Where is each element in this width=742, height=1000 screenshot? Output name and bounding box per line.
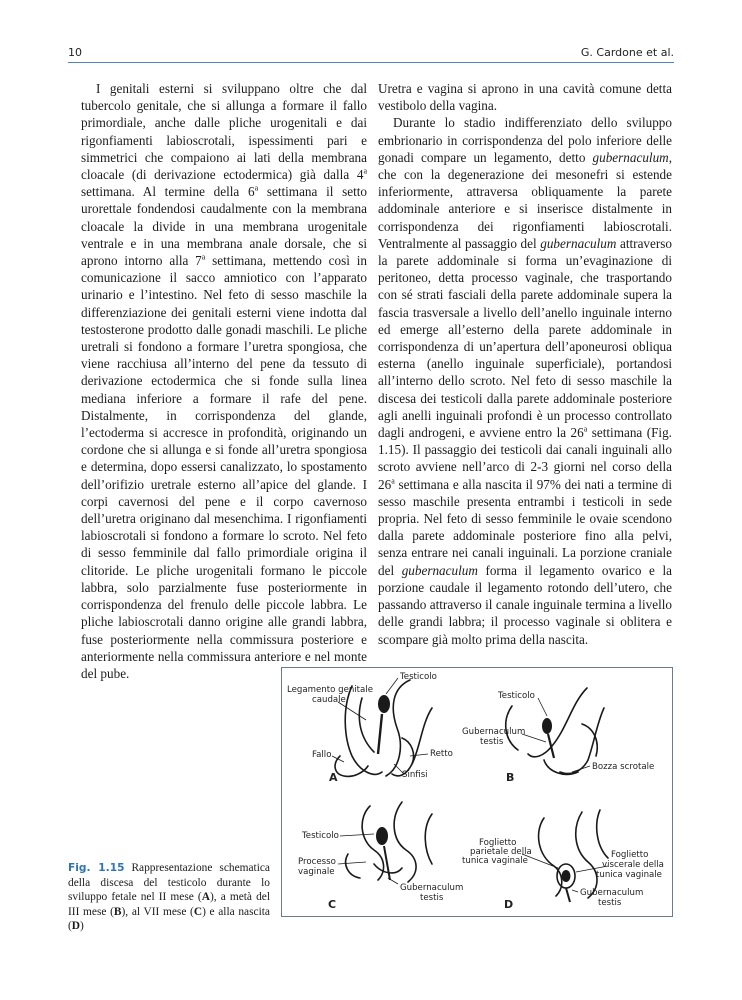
page-number: 10 <box>68 46 82 59</box>
label-testicolo-a: Testicolo <box>400 672 437 682</box>
label-retto: Retto <box>430 749 453 759</box>
left-paragraph: I genitali esterni si sviluppano oltre che dal tubercolo genitale, che si allunga a formare il fallo primordiale, anche dalle pliche urogenitali e dai rigonfiamenti labioscrotali, ispessimenti pari e simmetrici che compaiono ai lati della membrana cloacale (di derivazione ectodermica) già dalla 4$^a$ settimana. Al termine della 6$^a$ settimana il setto urorettale fondendosi caudalmente con la membrana cloacale la divide in una membrana urogenitale ventrale e in una membrana anale dorsale, che si aprono intorno alla 7$^a$ settimana, mettendo così in comunicazione il sacco amniotico con l’apparato urinario e l’intestino. Nel feto di sesso maschile la differenziazione dei genitali esterni viene indotta dal testosterone prodotto dalle gonadi maschili. Le pliche uretrali si fondono a formare l’uretra spongiosa, che viene racchiusa all’interno del pene da tessuto di derivazione ectodermica che si fonde sulla linea mediana inferiore a formare il rafe del pene. Distalmente, in corrispondenza del glande, l’ectoderma si accresce in profondità, originando un cordone che si allunga e si fonde all’uretra spongiosa e determina, dopo essersi canalizzato, lo spostamento dell’orifizio uretrale esterno all’apice del glande. I corpi cavernosi del pene e il corpo cavernoso dell’uretra originano dal mesenchima. I rigonfiamenti labioscrotali si fondono a formare lo scroto. Nel feto di sesso femminile dal fallo primordiale origina il clitoride. Le pliche urogenitali formano le piccole labbra, solo parzialmente fuse posteriormente in corrispondenza del frenulo delle piccole labbra. Le pliche labioscrotali danno origine alle grandi labbra, fuse posteriormente nella commissura posteriore e anteriormente nella commissura anteriore e nel monte del pube. <box>81 81 367 681</box>
label-legamento-genitale: Legamento genitale <box>287 685 373 695</box>
label-fallo: Fallo <box>312 750 332 760</box>
right-paragraph-1: Uretra e vagina si aprono in una cavità comune detta vestibolo della vagina. <box>378 81 672 114</box>
panel-letter-b: B <box>506 771 515 784</box>
figure-label: Fig. 1.15 <box>68 862 125 874</box>
label-vaginale-c: vaginale <box>298 867 335 877</box>
label-testis-b: testis <box>480 737 504 747</box>
label-foglietto-parietale-2: parietale della <box>470 847 532 857</box>
panel-letter-d: D <box>504 898 514 911</box>
label-testis-c: testis <box>420 893 444 903</box>
label-foglietto-parietale-3: tunica vaginale <box>462 856 528 866</box>
right-paragraph-2: Durante lo stadio indifferenziato dello sviluppo embrionario in corrispondenza del polo inferiore delle gonadi compare un legamento, detto gubernaculum, che con la degenerazione dei mesonefri si estende inferiormente, attraversa obliquamente la parete addominale anteriore e si inserisce distalmente in corrispondenza dei rigonfiamenti labioscrotali. Ventralmente al passaggio del gubernaculum attraverso la parete addominale si forma un’evaginazione di peritoneo, detta processo vaginale, che trasportando con sé strati fasciali della parete addominale supera la fascia trasversale a livello dell’anello inguinale interno ed emerge all’esterno della parete addominale in corrispondenza di un’apertura dell’aponeurosi obliqua esterna (anello inguinale superficiale), portandosi all’interno dello scroto. Nel feto di sesso maschile la discesa dei testicoli dalla parete addominale posteriore agli anelli inguinali profondi è un processo controllato dagli androgeni, e avviene entro la 26$^a$ settimana (Fig. 1.15). Il passaggio dei testicoli dai canali inguinali allo scroto avviene nell’arco di 2-3 giorni nel corso della 26$^a$ settimana e alla nascita il 97% dei nati a termine di sesso maschile presenta entrambi i testicoli in sede propria. Nel feto di sesso femminile le ovaie scendono dalla parete addominale posteriore fino alla pelvi, senza entrare nei canali inguinali. La porzione craniale del gubernaculum forma il legamento ovarico e la porzione caudale il legamento rotondo dell’utero, che passando attraverso il canale inguinale termina a livello delle grandi labbra; il processo vaginale si oblitera e scompare già molto prima della nascita. <box>378 115 672 647</box>
label-testis-d: testis <box>598 898 622 908</box>
panel-c-drawing <box>346 802 432 882</box>
label-gubernaculum-b: Gubernaculum <box>462 727 526 737</box>
label-foglietto-viscerale-2: viscerale della <box>602 860 664 870</box>
right-column <box>378 80 672 648</box>
label-foglietto-parietale-1: Foglietto <box>479 838 517 848</box>
label-testicolo-c: Testicolo <box>302 831 339 841</box>
left-column <box>81 80 367 682</box>
figure-caption: Fig. 1.15 Rappresentazione schematica della discesa del testicolo durante lo sviluppo fetale nel II mese (A), a metà del III mese (B), al VII mese (C) e alla nascita (D) <box>68 862 270 933</box>
label-sinfisi: Sinfisi <box>402 770 428 780</box>
label-foglietto-viscerale-3: tunica vaginale <box>596 870 662 880</box>
figure-panel <box>281 667 673 917</box>
testis-descent-illustration <box>282 668 674 918</box>
label-processo-c: Processo <box>298 857 336 867</box>
label-caudale: caudale <box>312 695 346 705</box>
panel-letter-c: C <box>328 898 337 911</box>
label-foglietto-viscerale-1: Foglietto <box>611 850 649 860</box>
panel-letter-a: A <box>329 771 338 784</box>
running-author: G. Cardone et al. <box>580 46 674 59</box>
label-gubernaculum-d: Gubernaculum <box>580 888 644 898</box>
header-rule <box>68 62 674 63</box>
label-bozza-scrotale: Bozza scrotale <box>592 762 655 772</box>
running-header <box>68 44 674 62</box>
label-testicolo-b: Testicolo <box>498 691 535 701</box>
label-gubernaculum-c: Gubernaculum <box>400 883 464 893</box>
